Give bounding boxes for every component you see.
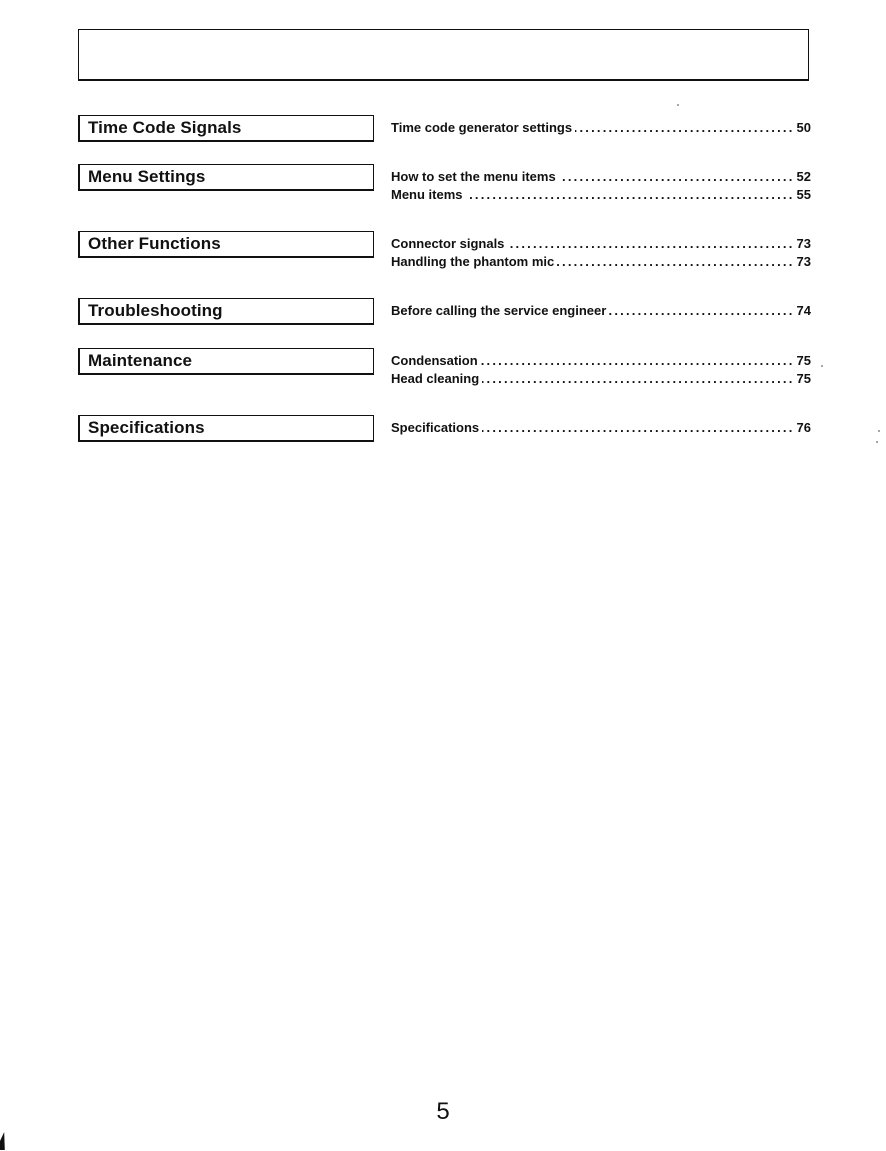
toc-entry-page: 52 [796,169,811,184]
scan-corner-mark [0,1132,13,1150]
toc-entry-page: 74 [796,303,811,318]
toc-entries [391,353,811,389]
toc-entry[interactable] [391,420,811,438]
toc-entry-label: Time code generator settings [391,120,573,135]
scan-speck [821,365,823,367]
toc-entry-label: Specifications [391,420,480,435]
toc-entries [391,303,811,321]
toc-entry[interactable] [391,353,811,371]
scan-speck [677,104,679,106]
dot-leader [482,420,794,435]
toc-entry-page: 50 [796,120,811,135]
toc-entry[interactable] [391,254,811,272]
toc-entry-page: 75 [796,371,811,386]
scan-speck [878,430,880,432]
toc-entry-label: Menu items [391,187,463,202]
section-title: Time Code Signals [78,115,374,142]
section-title: Troubleshooting [78,298,374,325]
toc-entry[interactable] [391,303,811,321]
dot-leader [507,236,794,251]
dot-leader [481,353,795,368]
toc-entry-page: 55 [796,187,811,202]
scan-speck [876,441,878,443]
toc-entries [391,120,811,138]
toc-entry-label: Head cleaning [391,371,480,386]
section-title: Menu Settings [78,164,374,191]
section-title: Maintenance [78,348,374,375]
toc-entries [391,420,811,438]
dot-leader [559,169,795,184]
toc-entry-label: Condensation [391,353,478,368]
toc-entry-label: Handling the phantom mic [391,254,555,269]
dot-leader [466,187,795,202]
toc-entry[interactable] [391,120,811,138]
dot-leader [609,303,794,318]
dot-leader [482,371,794,386]
dot-leader [557,254,794,269]
page-number: 5 [436,1098,450,1125]
header-box [78,29,809,81]
toc-entry-page: 73 [796,236,811,251]
toc-entry-label: How to set the menu items [391,169,556,184]
toc-entry-label: Before calling the service engineer [391,303,607,318]
toc-entries [391,236,811,272]
toc-entry-page: 73 [796,254,811,269]
toc-entry[interactable] [391,236,811,254]
toc-entry[interactable] [391,187,811,205]
toc-entry[interactable] [391,371,811,389]
section-title: Other Functions [78,231,374,258]
section-title: Specifications [78,415,374,442]
dot-leader [575,120,794,135]
toc-entry-label: Connector signals [391,236,505,251]
toc-entries [391,169,811,205]
toc-entry[interactable] [391,169,811,187]
toc-entry-page: 76 [796,420,811,435]
toc-entry-page: 75 [796,353,811,368]
